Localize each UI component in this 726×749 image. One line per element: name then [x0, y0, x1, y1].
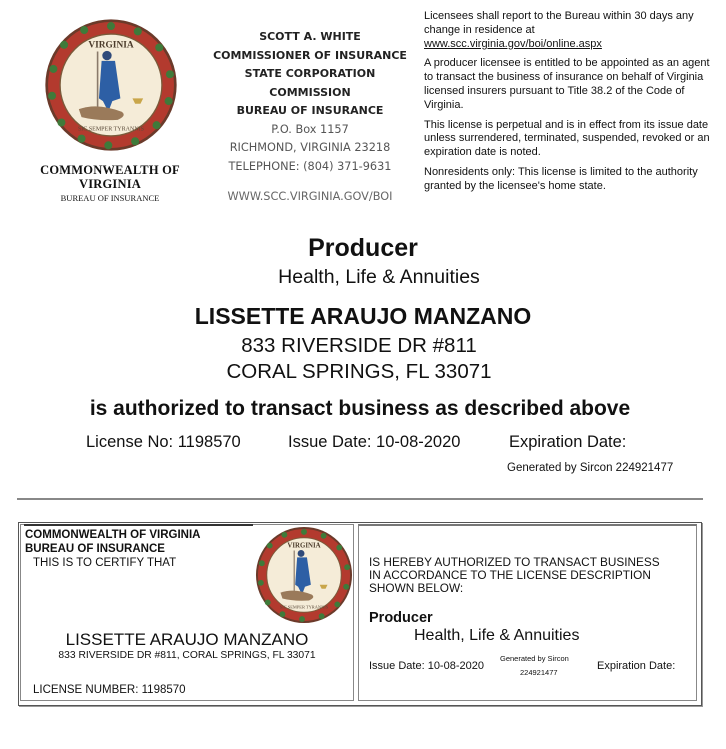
- license-type: Producer: [308, 234, 418, 262]
- bureau-name: BUREAU OF INSURANCE: [236, 104, 384, 117]
- bureau-subtitle: BUREAU OF INSURANCE: [60, 193, 160, 203]
- card-authorization: [369, 556, 689, 594]
- card-license-type: Producer: [369, 610, 433, 626]
- cut-divider: [17, 498, 703, 500]
- website-text: WWW.SCC.VIRGINIA.GOV/BOI: [227, 190, 393, 203]
- commonwealth-line1: COMMONWEALTH OF: [40, 163, 180, 177]
- online-link[interactable]: www.scc.virginia.gov/boi/online.aspx: [424, 37, 602, 50]
- license-number: License No: 1198570: [86, 433, 241, 451]
- card-address: 833 RIVERSIDE DR #811, CORAL SPRINGS, FL 33071: [58, 650, 316, 661]
- perpetual-note: This license is perpetual and is in effect from its issue date unless surrendered, terminated, suspended, revoked or an expiration date is noted.: [424, 118, 710, 159]
- card-top-bar: [24, 524, 253, 526]
- card-auth-line3: SHOWN BELOW:: [369, 580, 464, 595]
- licensee-name: LISSETTE ARAUJO MANZANO: [194, 303, 532, 329]
- commonwealth-title: [20, 163, 200, 205]
- card-bureau: BUREAU OF INSURANCE: [25, 542, 165, 555]
- po-box: P.O. Box 1157: [271, 122, 349, 136]
- org-line2: COMMISSION: [269, 85, 351, 99]
- address-line2: CORAL SPRINGS, FL 33071: [226, 360, 492, 383]
- license-notes: [424, 10, 714, 200]
- report-note: Licensees shall report to the Bureau within 30 days any change in residence at www.scc.virginia.gov/boi/online.aspx: [424, 10, 694, 50]
- card-header: [25, 529, 200, 556]
- card-generated-by: Generated by Sircon: [500, 654, 569, 663]
- address-line1: 833 RIVERSIDE DR #811: [241, 334, 477, 357]
- card-expiration-date: Expiration Date:: [597, 660, 676, 672]
- card-auth-line2: IN ACCORDANCE TO THE LICENSE DESCRIPTION: [369, 567, 651, 582]
- card-commonwealth: COMMONWEALTH OF VIRGINIA: [25, 529, 201, 541]
- nonresident-note: Nonresidents only: This license is limited to the authority granted by the licensee's home state.: [424, 165, 698, 192]
- virginia-seal-small-icon: [255, 526, 353, 624]
- card-issue-date: Issue Date: 10-08-2020: [369, 660, 484, 672]
- appointment-note: A producer licensee is entitled to be appointed as an agent to transact the business of insurance on behalf of Virginia licensed insurers pursuant to Title 38.2 of the Code of Virginia.: [424, 57, 710, 111]
- expiration-date: Expiration Date:: [509, 433, 627, 451]
- city-line: RICHMOND, VIRGINIA 23218: [229, 141, 391, 154]
- card-licensee-name: LISSETTE ARAUJO MANZANO: [65, 630, 309, 649]
- phone-line: TELEPHONE: (804) 371-9631: [228, 159, 392, 173]
- commonwealth-line2: VIRGINIA: [78, 177, 142, 191]
- commissioner-name: SCOTT A. WHITE: [259, 30, 361, 43]
- issue-date: Issue Date: 10-08-2020: [288, 433, 461, 451]
- license-lines: Health, Life & Annuities: [278, 266, 480, 288]
- card-auth-line1: IS HEREBY AUTHORIZED TO TRANSACT BUSINESS: [369, 555, 660, 569]
- virginia-seal-icon: [44, 18, 178, 152]
- org-line1: STATE CORPORATION: [244, 67, 376, 80]
- authorization-statement: is authorized to transact business as described above: [89, 397, 631, 420]
- card-license-number: LICENSE NUMBER: 1198570: [33, 684, 186, 696]
- card-certify: THIS IS TO CERTIFY THAT: [33, 557, 177, 569]
- commissioner-block: [205, 28, 415, 207]
- generated-by: Generated by Sircon 224921477: [507, 462, 674, 474]
- card-generated-id: 224921477: [520, 668, 558, 677]
- commissioner-title: COMMISSIONER OF INSURANCE: [213, 48, 407, 62]
- card-license-lines: Health, Life & Annuities: [414, 627, 580, 644]
